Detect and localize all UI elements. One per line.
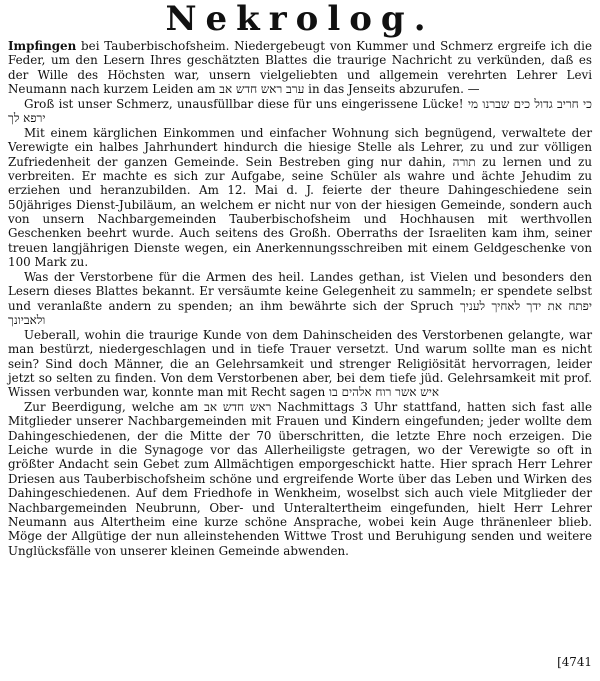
paragraph-text: bei Tauberbischofsheim. Niedergebeugt von Kummer und Schmerz ergreife ich die Feder, um den Lesern Ihres geschätzten Blattes die traurige Nachricht zu verkünden, daß es der Wille des Höchsten war, unsern vielgeliebten und allgemein verehrten Lehrer Levi Neumann nach kurzem Leiden am ערב ראש חדש אב in das Jenseits abzurufen. — bbox=[8, 39, 592, 97]
paragraph-text: Was der Verstorbene für die Armen des heil. Landes gethan, ist Vielen und besonders den Lesern dieses Blattes bekannt. Er versäumte keine Gelegenheit zu sammeln; er spendete selbst und veranlaßte andern zu spenden; an ihm bewährte sich der Spruch יפתח את ידך לאחיך לעניך ולאביונך bbox=[8, 270, 592, 328]
paragraph-funeral bbox=[8, 400, 592, 558]
paragraph-mourning bbox=[8, 328, 592, 400]
paragraph-text: Mit einem kärglichen Einkommen und einfacher Wohnung sich begnügend, verwaltete der Verewigte ein halbes Jahrhundert hindurch die hiesige Stelle als Lehrer, zu und zur völligen Zufriedenheit der ganzen Gemeinde. Sein Bestreben ging nur dahin, תורה zu lernen und zu verbreiten. Er machte es sich zur Aufgabe, seine Schüler als wahre und ächte Jehudim zu erziehen und heranzubilden. Am 12. Mai d. J. feierte der theure Dahingeschiedene sein 50jähriges Dienst-Jubiläum, an welchem er nicht nur von der hiesigen Gemeinde, sondern auch von unsern Nachbargemeinden Tauberbischofsheim und Hochhausen mit werthvollen Geschenken beehrt wurde. Auch seitens des Großh. Oberraths der Israeliten kam ihm, seiner treuen langjährigen Dienste wegen, ein Anerkennungsschreiben mit einem Geldgeschenke von 100 Mark zu. bbox=[8, 126, 592, 270]
paragraph-text: Ueberall, wohin die traurige Kunde von dem Dahinscheiden des Verstorbenen gelangte, war man bestürzt, niedergeschlagen und in tiefe Trauer versetzt. Und warum sollte man es nicht sein? Sind doch Männer, die an Gelehrsamkeit und strenger Religiösität hervorragen, leider jetzt so selten zu finden. Von dem Verstorbenen aber, bei dem tiefe jüd. Gelehrsamkeit mit prof. Wissen verbunden war, konnte man mit Recht sagen איש אשר רוח אלהים בו bbox=[8, 327, 592, 400]
paragraph-grief bbox=[8, 97, 592, 126]
paragraph-text: Groß ist unser Schmerz, unausfüllbar diese für uns eingerissene Lücke! כי חריב גדול כים שברנו מי ירפא לך bbox=[8, 96, 592, 126]
paragraph-intro bbox=[8, 39, 592, 96]
paragraph-charity bbox=[8, 270, 592, 327]
paragraph-text: Zur Beerdigung, welche am ראש חדש אב Nachmittags 3 Uhr stattfand, hatten sich fast alle Mitglieder unserer Nachbargemeinden mit Frauen und Kindern eingefunden; jeder wollte dem Dahingeschiedenen, der die Mitte der 70 überschritten, die letzte Ehre noch erzeigen. Die Leiche wurde in die Synagoge vor das Allerheiligste getragen, wo der Verewigte so oft in größter Andacht sein Gebet zum Allmächtigen emporgeschickt hatte. Hier sprach Herr Lehrer Driesen aus Tauberbischofsheim schöne und ergreifende Worte über das Leben und Wirken des Dahingeschiedenen. Auf dem Friedhofe in Wenkheim, woselbst sich auch viele Mitglieder der Nachbargemeinden Neubrunn, Ober- und Unteraltertheim eingefunden, hielt Herr Lehrer Neumann aus Altertheim eine kurze schöne Ansprache, wobei kein Auge thränenleer blieb. Möge der Allgütige der nun alleinstehenden Wittwe Trost und Beruhigung senden und weitere Unglücksfälle von unserer kleinen Gemeinde abwenden. bbox=[8, 400, 592, 558]
paragraph-career bbox=[8, 126, 592, 269]
page-title: Nekrolog. bbox=[165, 0, 435, 39]
dateline: Impfingen bbox=[8, 39, 77, 53]
reference-number: [4741 bbox=[557, 655, 592, 669]
